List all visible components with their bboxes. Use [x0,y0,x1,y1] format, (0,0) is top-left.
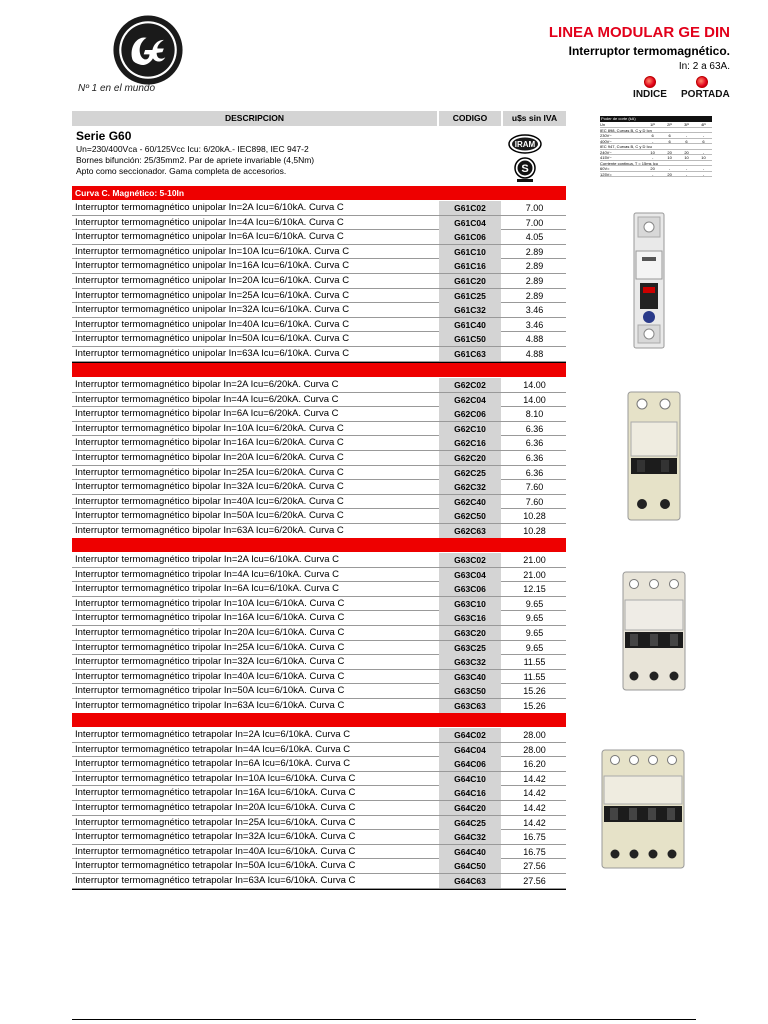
table-row[interactable] [72,230,566,245]
product-price: 6.36 [525,438,544,449]
capacity-cell: - [702,171,705,177]
spec-line: Bornes bifunción: 25/35mm2. Par de apriete invariable (4,5Nm) [76,155,315,165]
capacity-cell: 2P [667,122,673,127]
capacity-cell: - [685,166,688,171]
capacity-cell: IEC 898, Curvas B, C y D Icn [600,127,652,133]
product-description: Interruptor termomagnético unipolar In=4A Icu=6/10kA. Curva C [75,216,344,228]
ge-logo [112,14,184,86]
table-row[interactable] [72,757,566,772]
product-price: 7.00 [525,203,544,213]
product-code: G61C25 [439,289,501,303]
product-code: G64C16 [439,786,501,800]
svg-text:IRAM: IRAM [514,140,536,149]
product-code: G63C20 [439,626,501,640]
product-price: 28.00 [523,730,546,740]
product-description: Interruptor termomagnético tripolar In=2A Icu=6/10kA. Curva C [75,554,340,565]
capacity-cell [697,144,712,149]
table-row[interactable] [72,495,566,510]
product-description: Interruptor termomagnético tripolar In=40A Icu=6/10kA. Curva C [75,670,345,682]
product-price: 2.89 [525,276,544,286]
capacity-cell [652,144,667,149]
product-price: 8.10 [525,409,544,420]
product-code: G64C40 [439,845,501,859]
product-price: 16.20 [523,759,546,770]
group-header-bar: Curva C. Magnético: 5-10In [72,186,566,200]
product-description: Interruptor termomagnético tetrapolar In=6A Icu=6/10kA. Curva C [75,758,351,770]
capacity-cell: 10 [684,155,689,160]
table-row[interactable] [72,626,566,641]
table-row[interactable] [72,743,566,758]
product-code: G62C50 [439,509,501,523]
table-row[interactable] [72,347,566,362]
capacity-cell: - [702,149,705,155]
product-price: 2.89 [525,290,544,301]
product-price: 4.05 [525,232,544,243]
col-price-header: u$s sin IVA [503,111,566,126]
table-row[interactable] [72,524,566,539]
table-row[interactable] [72,407,566,422]
product-description: Interruptor termomagnético tetrapolar In=20A Icu=6/10kA. Curva C [75,802,356,813]
product-description: Interruptor termomagnético unipolar In=10A Icu=6/10kA. Curva C [75,245,350,257]
product-price: 16.75 [523,846,546,857]
product-code: G62C06 [439,407,501,421]
product-description: Interruptor termomagnético bipolar In=6A Icu=6/20kA. Curva C [75,408,339,420]
capacity-cell: 20 [684,149,689,155]
table-row[interactable] [72,786,566,801]
s-mark-icon [514,157,536,183]
table-row[interactable] [72,259,566,274]
product-price: 4.88 [525,349,544,359]
table-row[interactable] [72,641,566,656]
product-price: 3.46 [525,305,544,316]
product-code: G63C63 [439,699,501,713]
capacity-cell: - [685,133,688,138]
capacity-cell: 10 [650,149,655,155]
breaker-4p-image [598,750,688,868]
group-header-bar [72,363,566,377]
product-code: G61C16 [439,259,501,273]
product-price: 10.28 [523,526,546,536]
table-row[interactable] [72,655,566,670]
capacity-cell: 20 [667,171,672,177]
product-description: Interruptor termomagnético tetrapolar In=2A Icu=6/10kA. Curva C [75,729,351,740]
product-description: Interruptor termomagnético bipolar In=2A Icu=6/20kA. Curva C [75,379,339,390]
footer-divider [72,1019,696,1020]
capacity-cell: 20 [667,149,672,155]
capacity-cell: 6 [702,138,705,144]
page-subtitle: Interruptor termomagnético. [568,44,730,58]
table-row[interactable] [72,318,566,333]
group-header-bar [72,538,566,552]
capacity-cell: - [651,138,654,144]
product-code: G64C04 [439,743,501,757]
product-price: 10.28 [523,511,546,522]
table-row[interactable] [72,611,566,626]
product-code: G61C10 [439,245,501,259]
product-price: 14.42 [523,773,546,784]
table-row[interactable] [72,466,566,481]
product-description: Interruptor termomagnético unipolar In=40A Icu=6/10kA. Curva C [75,318,350,330]
table-row[interactable] [72,830,566,845]
product-price: 21.00 [523,555,546,565]
product-price: 2.89 [525,261,544,272]
product-description: Interruptor termomagnético bipolar In=10A Icu=6/20kA. Curva C [75,422,344,434]
breaker-1p-image [632,213,666,348]
table-row[interactable] [72,801,566,816]
svg-text:S: S [521,163,529,175]
capacity-cell: 4P [701,122,706,127]
red-dot-icon [644,76,656,88]
serie-title: Serie G60 [76,129,132,143]
capacity-cell: 3P [684,122,689,127]
product-price: 16.75 [523,832,546,843]
product-description: Interruptor termomagnético tetrapolar In=10A Icu=6/10kA. Curva C [75,772,356,784]
product-description: Interruptor termomagnético unipolar In=16A Icu=6/10kA. Curva C [75,260,350,272]
product-price: 9.65 [525,628,544,638]
capacity-cell: 1P [650,122,656,127]
product-code: G63C25 [439,641,501,655]
table-row[interactable] [72,289,566,304]
capacity-cell: - [685,171,688,177]
product-price: 3.46 [525,319,544,330]
product-price: 14.42 [523,817,546,828]
product-price: 9.65 [525,613,544,624]
iram-icon [508,134,542,154]
table-row[interactable] [72,436,566,451]
spec-line: Apto como seccionador. Gama completa de accesorios. [76,166,287,176]
product-code: G62C25 [439,466,501,480]
product-price: 27.56 [523,876,546,886]
product-description: Interruptor termomagnético unipolar In=20A Icu=6/10kA. Curva C [75,275,350,286]
product-code: G64C50 [439,859,501,873]
product-code: G64C02 [439,728,501,742]
table-row[interactable] [72,845,566,860]
product-code: G61C04 [439,216,501,230]
product-code: G62C63 [439,524,501,538]
product-price: 11.55 [523,671,546,682]
slogan: Nº 1 en el mundo [78,83,156,94]
table-row[interactable] [72,332,566,347]
product-code: G63C32 [439,655,501,669]
product-description: Interruptor termomagnético unipolar In=25A Icu=6/10kA. Curva C [75,289,350,301]
product-description: Interruptor termomagnético tetrapolar In=50A Icu=6/10kA. Curva C [75,860,356,872]
table-row[interactable] [72,816,566,831]
product-description: Interruptor termomagnético tripolar In=16A Icu=6/10kA. Curva C [75,612,345,624]
capacity-cell: 400V~ [600,138,612,144]
product-description: Interruptor termomagnético tripolar In=20A Icu=6/10kA. Curva C [75,627,345,638]
capacity-cell: IEC 947, Curvas B, C y D Icu [600,144,652,149]
product-code: G64C06 [439,757,501,771]
capacity-cell [658,161,672,166]
capacity-cell [697,128,712,133]
product-description: Interruptor termomagnético tripolar In=25A Icu=6/10kA. Curva C [75,641,345,653]
capacity-cell: Corriente continua, T = 15ms Icu [600,160,658,166]
table-row[interactable] [72,859,566,874]
product-price: 6.36 [525,453,544,463]
capacity-cell: - [702,133,705,138]
range-text: In: 2 a 63A. [678,61,730,72]
product-description: Interruptor termomagnético tripolar In=32A Icu=6/10kA. Curva C [75,656,345,668]
page-title: LINEA MODULAR GE DIN [548,24,730,41]
product-price: 6.36 [525,467,544,478]
table-row[interactable] [72,728,566,743]
product-code: G61C50 [439,332,501,346]
capacity-cell: - [702,166,705,171]
product-code: G64C63 [439,874,501,888]
capacity-cell: - [651,171,654,177]
product-code: G63C16 [439,611,501,625]
table-row[interactable] [72,201,566,216]
table-row[interactable] [72,772,566,787]
spec-line: Un=230/400Vca - 60/125Vcc Icu: 6/20kA.- IEC898, IEC 947-2 [76,144,309,154]
product-price: 6.36 [525,423,544,434]
product-code: G62C04 [439,393,501,407]
product-description: Interruptor termomagnético bipolar In=63A Icu=6/20kA. Curva C [75,525,344,536]
product-code: G63C04 [439,568,501,582]
product-description: Interruptor termomagnético tripolar In=6A Icu=6/10kA. Curva C [75,583,340,595]
indice-label: INDICE [633,89,667,100]
indice-button[interactable] [629,76,671,100]
product-description: Interruptor termomagnético tripolar In=50A Icu=6/10kA. Curva C [75,685,345,697]
product-price: 9.65 [525,642,544,653]
product-code: G61C20 [439,274,501,288]
col-code-header: CODIGO [439,111,501,126]
product-description: Interruptor termomagnético tripolar In=4A Icu=6/10kA. Curva C [75,568,340,580]
product-description: Interruptor termomagnético unipolar In=6A Icu=6/10kA. Curva C [75,231,344,243]
product-code: G63C50 [439,684,501,698]
product-description: Interruptor termomagnético tetrapolar In=25A Icu=6/10kA. Curva C [75,816,356,828]
product-code: G61C06 [439,230,501,244]
portada-label: PORTADA [681,89,730,100]
capacity-cell: 240V~ [600,149,612,155]
capacity-cell: - [668,166,671,171]
product-description: Interruptor termomagnético tetrapolar In=63A Icu=6/10kA. Curva C [75,875,356,886]
capacity-cell [685,161,699,166]
product-price: 15.26 [523,701,546,711]
breaker-2p-image [627,392,681,520]
capacity-table-title: Poder de corte (kA) [600,116,712,122]
product-code: G61C02 [439,201,501,215]
capacity-cell: 10 [701,155,706,160]
capacity-cell: 125V= [600,171,612,177]
capacity-cell [682,144,697,149]
capacity-cell: 60V= [600,166,610,171]
capacity-cell: 6 [668,133,671,138]
table-row[interactable] [72,422,566,437]
product-price: 14.00 [523,380,546,390]
table-row[interactable] [72,553,566,568]
product-price: 7.60 [525,482,544,493]
product-code: G61C40 [439,318,501,332]
product-price: 12.15 [523,584,546,595]
product-description: Interruptor termomagnético unipolar In=63A Icu=6/10kA. Curva C [75,348,350,359]
group-header-bar [72,713,566,727]
capacity-cell [667,128,682,133]
table-row[interactable] [72,378,566,393]
product-price: 14.42 [523,803,546,813]
product-description: Interruptor termomagnético bipolar In=50A Icu=6/20kA. Curva C [75,510,344,522]
red-dot-icon [696,76,708,88]
product-description: Interruptor termomagnético unipolar In=2A Icu=6/10kA. Curva C [75,202,344,213]
product-price: 7.00 [525,217,544,228]
capacity-cell: Un [600,122,606,127]
capacity-cell: 6 [685,138,688,144]
product-description: Interruptor termomagnético bipolar In=32A Icu=6/20kA. Curva C [75,481,344,493]
product-description: Interruptor termomagnético tripolar In=10A Icu=6/10kA. Curva C [75,597,345,609]
capacity-row [600,172,712,178]
capacity-cell: 6 [651,133,654,138]
product-description: Interruptor termomagnético tetrapolar In=16A Icu=6/10kA. Curva C [75,787,356,799]
product-description: Interruptor termomagnético tripolar In=63A Icu=6/10kA. Curva C [75,700,345,711]
product-price: 14.42 [523,788,546,799]
portada-button[interactable] [681,76,730,100]
product-description: Interruptor termomagnético bipolar In=20A Icu=6/20kA. Curva C [75,452,344,463]
product-code: G62C32 [439,480,501,494]
capacity-cell [672,161,686,166]
product-code: G64C20 [439,801,501,815]
table-row[interactable] [72,393,566,408]
capacity-cell: 415V~ [600,155,612,160]
product-price: 7.60 [525,496,544,507]
capacity-cell: 20 [650,166,655,171]
table-row[interactable] [72,670,566,685]
product-code: G64C25 [439,816,501,830]
product-price: 11.55 [523,657,546,668]
product-code: G61C63 [439,347,501,361]
capacity-cell [682,128,697,133]
product-code: G63C02 [439,553,501,567]
capacity-cell: 6 [668,138,671,144]
capacity-cell [652,128,667,133]
col-desc-header: DESCRIPCION [72,111,437,126]
product-code: G64C10 [439,772,501,786]
table-row[interactable] [72,451,566,466]
product-price: 2.89 [525,246,544,257]
capacity-cell: 10 [667,155,672,160]
product-code: G63C06 [439,582,501,596]
product-code: G64C32 [439,830,501,844]
product-price: 9.65 [525,598,544,609]
product-code: G62C16 [439,436,501,450]
product-code: G63C40 [439,670,501,684]
table-row[interactable] [72,480,566,495]
product-price: 14.00 [523,394,546,405]
table-row[interactable] [72,274,566,289]
table-row[interactable] [72,509,566,524]
product-code: G62C02 [439,378,501,392]
product-description: Interruptor termomagnético tetrapolar In=32A Icu=6/10kA. Curva C [75,831,356,843]
capacity-cell: - [651,155,654,160]
product-code: G62C40 [439,495,501,509]
table-row[interactable] [72,303,566,318]
table-row[interactable] [72,699,566,714]
serie-spec [76,144,314,177]
breaker-3p-image [622,572,686,690]
product-description: Interruptor termomagnético unipolar In=50A Icu=6/10kA. Curva C [75,333,350,345]
table-row[interactable] [72,684,566,699]
product-code: G61C32 [439,303,501,317]
table-row[interactable] [72,216,566,231]
product-description: Interruptor termomagnético bipolar In=40A Icu=6/20kA. Curva C [75,495,344,507]
table-row[interactable] [72,568,566,583]
product-description: Interruptor termomagnético bipolar In=4A Icu=6/20kA. Curva C [75,393,339,405]
capacity-cell [667,144,682,149]
product-price: 28.00 [523,744,546,755]
table-row[interactable] [72,874,566,889]
table-row[interactable] [72,245,566,260]
product-code: G62C10 [439,422,501,436]
product-code: G63C10 [439,597,501,611]
product-description: Interruptor termomagnético unipolar In=32A Icu=6/10kA. Curva C [75,304,350,316]
table-row[interactable] [72,597,566,612]
product-price: 15.26 [523,686,546,697]
product-price: 4.88 [525,334,544,345]
product-description: Interruptor termomagnético tetrapolar In=40A Icu=6/10kA. Curva C [75,845,356,857]
product-description: Interruptor termomagnético bipolar In=16A Icu=6/20kA. Curva C [75,437,344,449]
product-description: Interruptor termomagnético tetrapolar In=4A Icu=6/10kA. Curva C [75,743,351,755]
product-price: 27.56 [523,861,546,872]
product-code: G62C20 [439,451,501,465]
capacity-table [600,116,712,177]
group-divider [72,889,566,890]
capacity-cell [699,161,713,166]
table-row[interactable] [72,582,566,597]
product-description: Interruptor termomagnético bipolar In=25A Icu=6/20kA. Curva C [75,466,344,478]
product-price: 21.00 [523,569,546,580]
capacity-cell: 230V~ [600,133,612,138]
table-header [72,111,566,126]
